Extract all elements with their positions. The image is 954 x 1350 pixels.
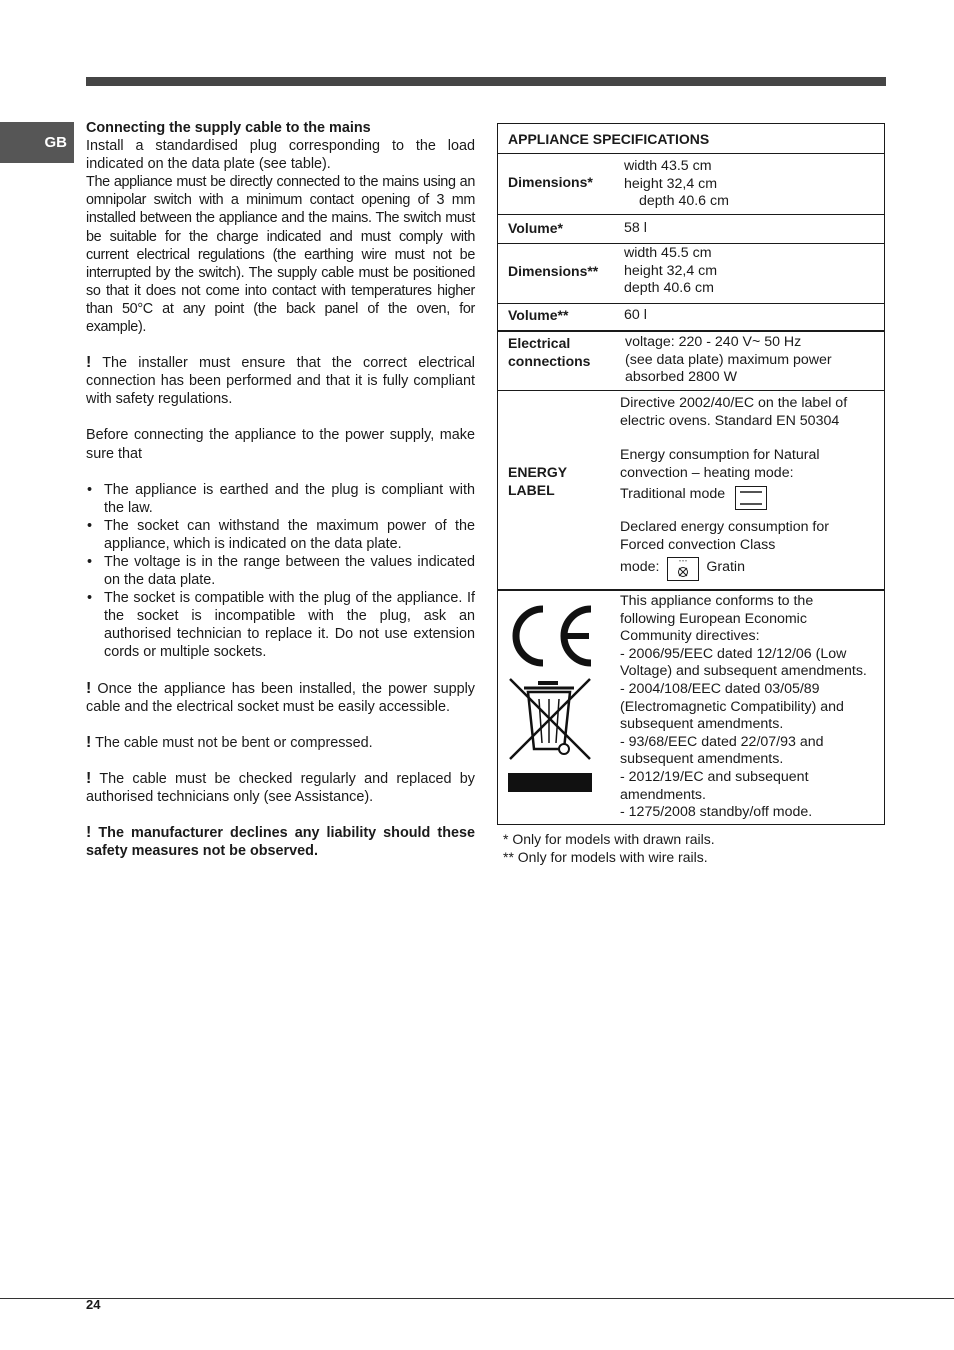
energy-natural-line-2: convection – heating mode: bbox=[620, 464, 794, 481]
spec-row-dimensions-1 bbox=[498, 154, 884, 215]
warning-installer bbox=[86, 354, 475, 408]
dimensions-1-label: Dimensions* bbox=[508, 174, 593, 190]
checklist-item: • The socket is compatible with the plug of the appliance. If the socket is incompatible with the plug, ask an authorised technician to replace it. Do not use extension cords or multiple sockets. bbox=[86, 589, 475, 661]
dimensions-1-height: height 32,4 cm bbox=[624, 175, 718, 192]
weee-bar-icon bbox=[508, 773, 592, 792]
conformity-line: - 93/68/EEC dated 22/07/93 and bbox=[620, 733, 824, 750]
electrical-power: absorbed 2800 W bbox=[625, 369, 737, 386]
checklist-item: • The appliance is earthed and the plug is compliant with the law. bbox=[86, 481, 475, 517]
spec-row-conformity bbox=[498, 591, 884, 824]
volume-2-value: 60 l bbox=[624, 307, 647, 323]
checklist-item: • The voltage is in the range between the values indicated on the data plate. bbox=[86, 553, 475, 589]
energy-label-line-2: LABEL bbox=[508, 481, 555, 498]
warning-icon: ! bbox=[86, 354, 92, 372]
language-tab bbox=[0, 122, 74, 163]
spec-row-energy-label bbox=[498, 391, 884, 591]
dimensions-2-height: height 32,4 cm bbox=[624, 262, 718, 279]
energy-natural-line-3 bbox=[620, 482, 847, 506]
paragraph-plug: Install a standardised plug corresponding to the load indicated on the data plate (see table). bbox=[86, 138, 475, 173]
footer-rule bbox=[0, 1298, 954, 1299]
checklist bbox=[86, 481, 475, 662]
dimensions-1-values bbox=[624, 158, 729, 211]
spec-row-volume-2 bbox=[498, 304, 884, 332]
energy-label-line-1: ENERGY bbox=[508, 464, 568, 480]
electrical-label-line-2: connections bbox=[508, 352, 591, 369]
checklist-item: • The socket can withstand the maximum power of the appliance, which is indicated on the data plate. bbox=[86, 517, 475, 553]
conformity-line: - 2012/19/EC and subsequent bbox=[620, 768, 809, 785]
dimensions-2-width: width 45.5 cm bbox=[624, 245, 712, 261]
footnote-drawn-rails: * Only for models with drawn rails. bbox=[503, 831, 715, 847]
weee-bin-icon bbox=[508, 677, 592, 763]
energy-natural-line-1: Energy consumption for Natural bbox=[620, 447, 820, 464]
conformity-text bbox=[620, 593, 867, 822]
appliance-specifications-table bbox=[497, 123, 885, 825]
conformity-line: subsequent amendments. bbox=[620, 716, 784, 733]
warning-liability-text: The manufacturer declines any liability should these safety measures not be observed. bbox=[86, 825, 475, 860]
energy-directive-line-1: Directive 2002/40/EC on the label of bbox=[620, 395, 848, 411]
svg-text:˅˅˅: ˅˅˅ bbox=[678, 559, 688, 567]
spec-row-dimensions-2 bbox=[498, 244, 884, 304]
dimensions-2-values bbox=[624, 245, 717, 298]
conformity-line: amendments. bbox=[620, 786, 706, 803]
traditional-mode-icon bbox=[735, 486, 767, 510]
electrical-values bbox=[625, 334, 832, 387]
energy-forced-line-3 bbox=[620, 555, 847, 579]
volume-1-value: 58 l bbox=[624, 220, 647, 236]
warning-accessible-text: Once the appliance has been installed, the power supply cable and the electrical socket must be easily accessible. bbox=[86, 680, 475, 715]
warning-cable-check bbox=[86, 770, 475, 806]
mode-text: mode: bbox=[620, 558, 660, 575]
warning-icon: ! bbox=[86, 824, 92, 841]
conformity-line: (Electromagnetic Compatibility) and bbox=[620, 698, 844, 715]
traditional-mode-text: Traditional mode bbox=[620, 486, 726, 503]
volume-1-label: Volume* bbox=[508, 220, 563, 236]
ce-mark-icon bbox=[507, 603, 593, 669]
spec-row-volume-1 bbox=[498, 215, 884, 244]
electrical-voltage: voltage: 220 - 240 V~ 50 Hz bbox=[625, 334, 802, 350]
energy-directive-line-2: electric ovens. Standard EN 50304 bbox=[620, 412, 840, 429]
energy-forced-line-1: Declared energy consumption for bbox=[620, 519, 829, 536]
warning-installer-text: The installer must ensure that the correct electrical connection has been performed and that it is fully compliant with safety regulations. bbox=[86, 355, 475, 408]
volume-2-label: Volume** bbox=[508, 307, 569, 323]
conformity-line: - 1275/2008 standby/off mode. bbox=[620, 804, 813, 821]
warning-cable-check-text: The cable must be checked regularly and replaced by authorised technicians only (see Assistance). bbox=[86, 770, 475, 805]
warning-cable-bent bbox=[86, 734, 475, 752]
footnote-wire-rails: ** Only for models with wire rails. bbox=[503, 848, 708, 865]
energy-forced-line-2: Forced convection Class bbox=[620, 536, 776, 553]
spec-header: APPLIANCE SPECIFICATIONS bbox=[508, 131, 710, 147]
warning-icon: ! bbox=[86, 769, 92, 787]
conformity-line: This appliance conforms to the bbox=[620, 593, 814, 609]
paragraph-before-connecting: Before connecting the appliance to the power supply, make sure that bbox=[86, 427, 475, 462]
warning-cable-bent-text: The cable must not be bent or compressed. bbox=[91, 734, 373, 751]
installation-text-column bbox=[86, 119, 475, 860]
electrical-label bbox=[508, 335, 590, 370]
conformity-line: Community directives: bbox=[620, 628, 760, 645]
warning-icon: ! bbox=[86, 679, 92, 697]
conformity-line: - 2004/108/EEC dated 03/05/89 bbox=[620, 680, 820, 697]
dimensions-1-depth: depth 40.6 cm bbox=[639, 193, 729, 210]
conformity-line: Voltage) and subsequent amendments. bbox=[620, 663, 867, 680]
dimensions-2-label: Dimensions** bbox=[508, 263, 599, 279]
header-rule bbox=[86, 77, 886, 86]
warning-liability bbox=[86, 824, 475, 860]
spec-header-row bbox=[498, 124, 884, 154]
language-tab-label: GB bbox=[44, 134, 67, 151]
conformity-line: following European Economic bbox=[620, 610, 807, 627]
footnotes bbox=[503, 831, 715, 866]
energy-label-label bbox=[508, 464, 567, 499]
energy-label-values bbox=[620, 395, 847, 579]
warning-accessible bbox=[86, 680, 475, 716]
conformity-line: - 2006/95/EEC dated 12/12/06 (Low bbox=[620, 645, 847, 662]
page-number: 24 bbox=[86, 1297, 101, 1312]
warning-icon: ! bbox=[86, 733, 92, 751]
spec-row-electrical bbox=[498, 332, 884, 391]
gratin-mode-icon bbox=[667, 557, 699, 581]
section-title: Connecting the supply cable to the mains bbox=[86, 120, 371, 136]
dimensions-1-width: width 43.5 cm bbox=[624, 158, 712, 174]
gratin-text: Gratin bbox=[706, 558, 745, 575]
paragraph-switch: The appliance must be directly connected to the mains using an omnipolar switch with a minimum contact opening of 3 mm installed between the appliance and the mains. The switch must be suitable for the charge indicated and must comply with current electrical regulations (the earthing wire must not be interrupted by the switch). The supply cable must be positioned so that it does not come into contact with temperatures higher than 50°C at any point (the back panel of the oven, for example). bbox=[86, 174, 475, 336]
dimensions-2-depth: depth 40.6 cm bbox=[624, 280, 714, 297]
conformity-line: subsequent amendments. bbox=[620, 751, 784, 768]
electrical-data-plate: (see data plate) maximum power bbox=[625, 351, 832, 368]
electrical-label-line-1: Electrical bbox=[508, 335, 571, 351]
